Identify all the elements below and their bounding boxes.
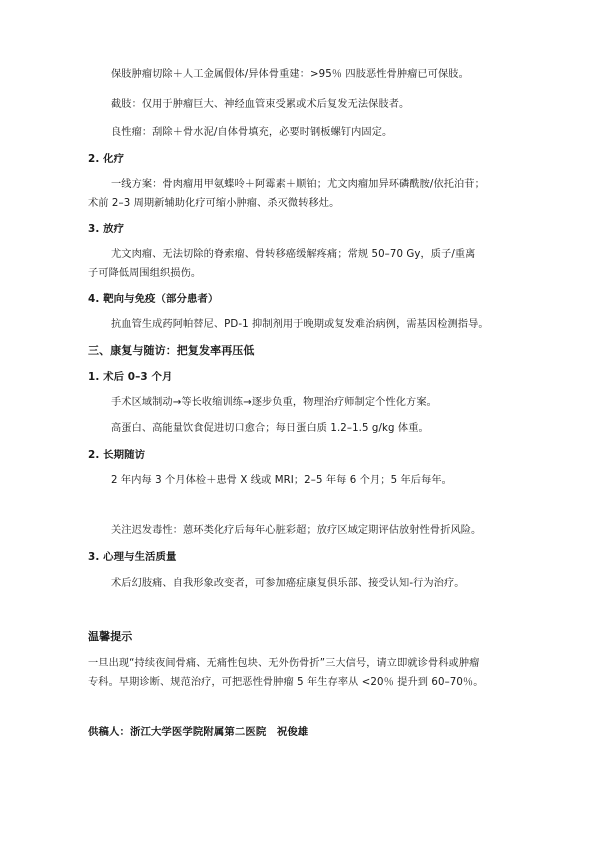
heading-chemotherapy: 2. 化疗 [88,153,125,165]
contributor-credit: 供稿人：浙江大学医学院附属第二医院 祝俊雄 [88,726,309,738]
radio-indications-text: 尤文肉瘤、无法切除的脊索瘤、骨转移癌缓解疼痛；常规 50–70 Gy，质子/重离 [111,249,476,260]
surgery-amputation-text: 截肢：仅用于肿瘤巨大、神经血管束受累或术后复发无法保肢者。 [111,99,410,110]
heading-radiotherapy: 3. 放疗 [88,223,125,235]
section-rehab-followup: 三、康复与随访：把复发率再压低 [88,344,255,357]
heading-psych-quality: 3. 心理与生活质量 [88,551,177,563]
late-toxicity-text: 关注迟发毒性：蒽环类化疗后每年心脏彩超；放疗区域定期评估放射性骨折风险。 [111,525,482,536]
targeted-drugs-text: 抗血管生成药阿帕替尼、PD-1 抑制剂用于晚期或复发难治病例，需基因检测指导。 [111,319,489,330]
tips-survival-text: 专科。早期诊断、规范治疗，可把恶性骨肿瘤 5 年生存率从 <20％ 提升到 60–70％。 [88,677,484,688]
tips-title: 温馨提示 [88,630,133,643]
heading-targeted-immuno: 4. 靶向与免疫（部分患者） [88,293,219,305]
tips-warning-signs-text: 一旦出现“持续夜间骨痛、无痛性包块、无外伤骨折”三大信号，请立即就诊骨科或肿瘤 [88,658,480,669]
chemo-neoadjuvant-text: 术前 2–3 周期新辅助化疗可缩小肿瘤、杀灭微转移灶。 [88,198,340,209]
postop-nutrition-text: 高蛋白、高能量饮食促进切口愈合；每日蛋白质 1.2–1.5 g/kg 体重。 [111,423,429,434]
surgery-limb-salvage-text: 保肢肿瘤切除＋人工金属假体/异体骨重建：>95％ 四肢恶性骨肿瘤已可保肢。 [111,69,469,80]
radio-proton-text: 子可降低周围组织损伤。 [88,268,202,279]
surgery-benign-text: 良性瘤：刮除＋骨水泥/自体骨填充，必要时钢板螺钉内固定。 [111,127,393,138]
chemo-first-line-text: 一线方案：骨肉瘤用甲氨蝶呤＋阿霉素＋顺铂；尤文肉瘤加异环磷酰胺/依托泊苷； [111,179,485,190]
heading-long-term-followup: 2. 长期随访 [88,449,146,461]
followup-schedule-text: 2 年内每 3 个月体检＋患骨 X 线或 MRI；2–5 年每 6 个月；5 年后每年。 [111,475,452,486]
psych-support-text: 术后幻肢痛、自我形象改变者，可参加癌症康复俱乐部、接受认知-行为治疗。 [111,578,465,589]
postop-rehab-text: 手术区域制动→等长收缩训练→逐步负重，物理治疗师制定个性化方案。 [111,397,437,408]
heading-postop-period: 1. 术后 0–3 个月 [88,371,173,383]
